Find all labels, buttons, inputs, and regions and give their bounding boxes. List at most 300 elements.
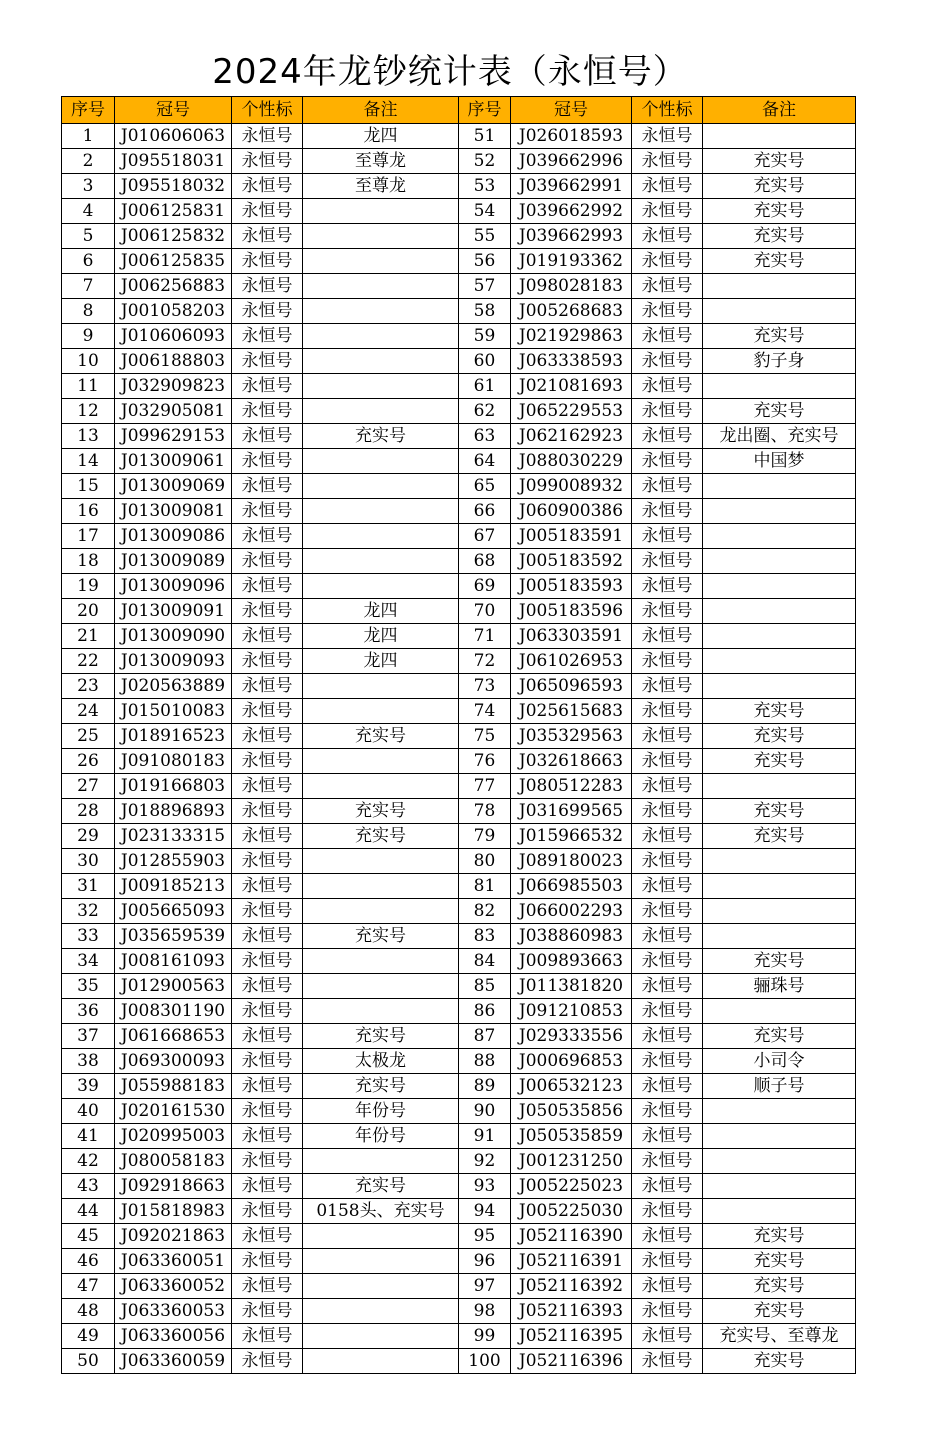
cell-code: J013009089 — [115, 549, 232, 574]
cell-serial: 36 — [62, 999, 115, 1024]
cell-tag: 永恒号 — [632, 1024, 703, 1049]
cell-code: J015966532 — [511, 824, 632, 849]
header-tag: 个性标 — [632, 97, 703, 124]
table-row — [62, 374, 856, 399]
cell-note — [303, 449, 459, 474]
cell-serial: 26 — [62, 749, 115, 774]
cell-tag: 永恒号 — [232, 999, 303, 1024]
cell-serial: 59 — [459, 324, 511, 349]
cell-serial: 7 — [62, 274, 115, 299]
cell-serial: 88 — [459, 1049, 511, 1074]
cell-note: 充实号 — [703, 199, 856, 224]
header-tag: 个性标 — [232, 97, 303, 124]
cell-code: J005183592 — [511, 549, 632, 574]
cell-code: J013009093 — [115, 649, 232, 674]
cell-tag: 永恒号 — [632, 824, 703, 849]
cell-code: J013009081 — [115, 499, 232, 524]
cell-tag: 永恒号 — [632, 699, 703, 724]
cell-code: J032905081 — [115, 399, 232, 424]
cell-note: 中国梦 — [703, 449, 856, 474]
cell-note — [703, 299, 856, 324]
cell-serial: 33 — [62, 924, 115, 949]
cell-note: 充实号 — [703, 399, 856, 424]
cell-tag: 永恒号 — [232, 1274, 303, 1299]
table-row — [62, 774, 856, 799]
cell-tag: 永恒号 — [232, 624, 303, 649]
cell-note — [703, 549, 856, 574]
cell-note: 小司令 — [703, 1049, 856, 1074]
cell-code: J063360059 — [115, 1349, 232, 1374]
table-row — [62, 1224, 856, 1249]
table-row — [62, 1174, 856, 1199]
cell-code: J009185213 — [115, 874, 232, 899]
cell-tag: 永恒号 — [232, 824, 303, 849]
cell-note — [303, 1149, 459, 1174]
cell-tag: 永恒号 — [632, 674, 703, 699]
cell-serial: 32 — [62, 899, 115, 924]
cell-code: J032909823 — [115, 374, 232, 399]
cell-serial: 75 — [459, 724, 511, 749]
cell-serial: 34 — [62, 949, 115, 974]
cell-tag: 永恒号 — [632, 374, 703, 399]
cell-serial: 51 — [459, 124, 511, 149]
cell-code: J063303591 — [511, 624, 632, 649]
table-row — [62, 274, 856, 299]
cell-note: 充实号 — [303, 1174, 459, 1199]
cell-tag: 永恒号 — [632, 849, 703, 874]
table-row — [62, 549, 856, 574]
cell-tag: 永恒号 — [232, 574, 303, 599]
cell-tag: 永恒号 — [632, 1299, 703, 1324]
cell-tag: 永恒号 — [632, 349, 703, 374]
cell-serial: 40 — [62, 1099, 115, 1124]
cell-serial: 18 — [62, 549, 115, 574]
cell-tag: 永恒号 — [232, 149, 303, 174]
cell-code: J005183596 — [511, 599, 632, 624]
cell-code: J095518031 — [115, 149, 232, 174]
cell-code: J031699565 — [511, 799, 632, 824]
cell-note — [703, 1199, 856, 1224]
table-row — [62, 924, 856, 949]
cell-code: J019166803 — [115, 774, 232, 799]
cell-note: 充实号 — [703, 1274, 856, 1299]
cell-tag: 永恒号 — [232, 899, 303, 924]
cell-tag: 永恒号 — [232, 1224, 303, 1249]
table-row — [62, 399, 856, 424]
cell-tag: 永恒号 — [232, 1024, 303, 1049]
cell-serial: 96 — [459, 1249, 511, 1274]
cell-tag: 永恒号 — [632, 1074, 703, 1099]
cell-serial: 57 — [459, 274, 511, 299]
cell-note — [703, 1174, 856, 1199]
cell-note: 太极龙 — [303, 1049, 459, 1074]
cell-serial: 58 — [459, 299, 511, 324]
cell-serial: 23 — [62, 674, 115, 699]
cell-code: J039662996 — [511, 149, 632, 174]
cell-serial: 3 — [62, 174, 115, 199]
cell-serial: 99 — [459, 1324, 511, 1349]
cell-note: 龙四 — [303, 624, 459, 649]
cell-note — [303, 299, 459, 324]
cell-code: J092021863 — [115, 1224, 232, 1249]
cell-tag: 永恒号 — [232, 1049, 303, 1074]
cell-serial: 54 — [459, 199, 511, 224]
cell-code: J092918663 — [115, 1174, 232, 1199]
cell-serial: 8 — [62, 299, 115, 324]
table-row — [62, 349, 856, 374]
cell-note — [303, 749, 459, 774]
cell-serial: 91 — [459, 1124, 511, 1149]
cell-note — [303, 224, 459, 249]
table-row — [62, 1274, 856, 1299]
table-row — [62, 449, 856, 474]
cell-note: 充实号 — [303, 724, 459, 749]
cell-tag: 永恒号 — [232, 424, 303, 449]
cell-code: J026018593 — [511, 124, 632, 149]
cell-note: 充实号 — [303, 924, 459, 949]
cell-note: 充实号 — [703, 799, 856, 824]
table-row — [62, 249, 856, 274]
cell-code: J052116393 — [511, 1299, 632, 1324]
table-row — [62, 1149, 856, 1174]
cell-tag: 永恒号 — [632, 424, 703, 449]
cell-note — [303, 899, 459, 924]
cell-tag: 永恒号 — [632, 624, 703, 649]
cell-note: 龙四 — [303, 124, 459, 149]
cell-serial: 98 — [459, 1299, 511, 1324]
cell-code: J069300093 — [115, 1049, 232, 1074]
cell-serial: 17 — [62, 524, 115, 549]
cell-note — [303, 249, 459, 274]
cell-tag: 永恒号 — [232, 749, 303, 774]
cell-code: J006188803 — [115, 349, 232, 374]
table-row — [62, 899, 856, 924]
cell-code: J020563889 — [115, 674, 232, 699]
cell-tag: 永恒号 — [232, 1199, 303, 1224]
cell-tag: 永恒号 — [232, 274, 303, 299]
cell-serial: 45 — [62, 1224, 115, 1249]
cell-note: 充实号 — [303, 799, 459, 824]
cell-tag: 永恒号 — [232, 499, 303, 524]
cell-serial: 46 — [62, 1249, 115, 1274]
cell-note: 充实号 — [703, 1249, 856, 1274]
cell-note — [303, 699, 459, 724]
cell-serial: 90 — [459, 1099, 511, 1124]
cell-note: 龙四 — [303, 599, 459, 624]
cell-serial: 68 — [459, 549, 511, 574]
cell-tag: 永恒号 — [232, 374, 303, 399]
cell-code: J095518032 — [115, 174, 232, 199]
cell-serial: 35 — [62, 974, 115, 999]
cell-tag: 永恒号 — [232, 224, 303, 249]
table-row — [62, 1099, 856, 1124]
cell-tag: 永恒号 — [632, 224, 703, 249]
cell-tag: 永恒号 — [232, 1299, 303, 1324]
cell-serial: 72 — [459, 649, 511, 674]
cell-tag: 永恒号 — [232, 1074, 303, 1099]
cell-serial: 83 — [459, 924, 511, 949]
header-row — [62, 97, 856, 124]
cell-note: 至尊龙 — [303, 149, 459, 174]
cell-tag: 永恒号 — [632, 399, 703, 424]
cell-serial: 74 — [459, 699, 511, 724]
cell-tag: 永恒号 — [632, 474, 703, 499]
cell-tag: 永恒号 — [232, 849, 303, 874]
cell-serial: 85 — [459, 974, 511, 999]
cell-code: J001231250 — [511, 1149, 632, 1174]
table-row — [62, 149, 856, 174]
cell-note — [703, 1124, 856, 1149]
cell-tag: 永恒号 — [632, 899, 703, 924]
cell-tag: 永恒号 — [632, 649, 703, 674]
cell-note: 充实号 — [303, 1074, 459, 1099]
cell-serial: 31 — [62, 874, 115, 899]
cell-code: J025615683 — [511, 699, 632, 724]
cell-tag: 永恒号 — [232, 699, 303, 724]
cell-tag: 永恒号 — [632, 1049, 703, 1074]
cell-code: J032618663 — [511, 749, 632, 774]
cell-code: J009893663 — [511, 949, 632, 974]
cell-serial: 1 — [62, 124, 115, 149]
cell-code: J000696853 — [511, 1049, 632, 1074]
cell-note — [303, 474, 459, 499]
cell-note — [303, 349, 459, 374]
cell-tag: 永恒号 — [232, 549, 303, 574]
cell-note — [303, 549, 459, 574]
cell-note — [303, 374, 459, 399]
cell-tag: 永恒号 — [632, 924, 703, 949]
cell-tag: 永恒号 — [232, 324, 303, 349]
table-row — [62, 424, 856, 449]
cell-note — [703, 849, 856, 874]
cell-tag: 永恒号 — [232, 124, 303, 149]
cell-note — [703, 524, 856, 549]
cell-code: J013009061 — [115, 449, 232, 474]
cell-serial: 66 — [459, 499, 511, 524]
cell-code: J099629153 — [115, 424, 232, 449]
cell-code: J098028183 — [511, 274, 632, 299]
cell-note: 顺子号 — [703, 1074, 856, 1099]
cell-serial: 89 — [459, 1074, 511, 1099]
cell-serial: 10 — [62, 349, 115, 374]
cell-code: J052116396 — [511, 1349, 632, 1374]
cell-tag: 永恒号 — [632, 874, 703, 899]
cell-serial: 69 — [459, 574, 511, 599]
cell-code: J013009069 — [115, 474, 232, 499]
cell-tag: 永恒号 — [232, 874, 303, 899]
cell-serial: 94 — [459, 1199, 511, 1224]
cell-serial: 6 — [62, 249, 115, 274]
cell-tag: 永恒号 — [632, 1349, 703, 1374]
cell-tag: 永恒号 — [632, 1174, 703, 1199]
cell-code: J006256883 — [115, 274, 232, 299]
cell-note: 骊珠号 — [703, 974, 856, 999]
cell-tag: 永恒号 — [632, 1249, 703, 1274]
table-row — [62, 824, 856, 849]
cell-serial: 48 — [62, 1299, 115, 1324]
cell-serial: 61 — [459, 374, 511, 399]
cell-note — [303, 874, 459, 899]
cell-note — [703, 624, 856, 649]
cell-code: J061026953 — [511, 649, 632, 674]
cell-note — [303, 524, 459, 549]
cell-code: J006125831 — [115, 199, 232, 224]
cell-code: J039662992 — [511, 199, 632, 224]
cell-code: J061668653 — [115, 1024, 232, 1049]
cell-serial: 52 — [459, 149, 511, 174]
table-row — [62, 674, 856, 699]
cell-tag: 永恒号 — [232, 1124, 303, 1149]
cell-code: J019193362 — [511, 249, 632, 274]
cell-tag: 永恒号 — [632, 724, 703, 749]
cell-serial: 95 — [459, 1224, 511, 1249]
cell-note — [703, 874, 856, 899]
header-code: 冠号 — [511, 97, 632, 124]
cell-tag: 永恒号 — [632, 249, 703, 274]
cell-note: 充实号 — [303, 1024, 459, 1049]
cell-serial: 11 — [62, 374, 115, 399]
cell-note — [703, 574, 856, 599]
cell-serial: 80 — [459, 849, 511, 874]
cell-code: J035329563 — [511, 724, 632, 749]
cell-note: 充实号 — [703, 1349, 856, 1374]
cell-code: J005268683 — [511, 299, 632, 324]
cell-serial: 62 — [459, 399, 511, 424]
cell-code: J013009090 — [115, 624, 232, 649]
cell-note — [303, 199, 459, 224]
cell-serial: 21 — [62, 624, 115, 649]
cell-serial: 56 — [459, 249, 511, 274]
cell-code: J021929863 — [511, 324, 632, 349]
cell-tag: 永恒号 — [632, 449, 703, 474]
cell-note — [303, 1274, 459, 1299]
cell-tag: 永恒号 — [632, 324, 703, 349]
cell-serial: 2 — [62, 149, 115, 174]
cell-tag: 永恒号 — [232, 1174, 303, 1199]
cell-code: J066985503 — [511, 874, 632, 899]
cell-tag: 永恒号 — [632, 1199, 703, 1224]
table-row — [62, 499, 856, 524]
cell-tag: 永恒号 — [232, 1099, 303, 1124]
cell-note: 充实号 — [703, 824, 856, 849]
cell-tag: 永恒号 — [232, 249, 303, 274]
cell-serial: 86 — [459, 999, 511, 1024]
cell-serial: 84 — [459, 949, 511, 974]
cell-tag: 永恒号 — [232, 1349, 303, 1374]
cell-serial: 53 — [459, 174, 511, 199]
cell-note — [703, 374, 856, 399]
cell-code: J029333556 — [511, 1024, 632, 1049]
cell-note: 充实号 — [303, 824, 459, 849]
cell-note — [703, 1149, 856, 1174]
cell-tag: 永恒号 — [232, 449, 303, 474]
cell-code: J050535856 — [511, 1099, 632, 1124]
table-row — [62, 224, 856, 249]
cell-serial: 14 — [62, 449, 115, 474]
cell-tag: 永恒号 — [232, 724, 303, 749]
cell-note: 充实号 — [703, 1299, 856, 1324]
cell-code: J055988183 — [115, 1074, 232, 1099]
cell-serial: 20 — [62, 599, 115, 624]
cell-note — [703, 999, 856, 1024]
cell-serial: 79 — [459, 824, 511, 849]
cell-tag: 永恒号 — [632, 1099, 703, 1124]
cell-serial: 55 — [459, 224, 511, 249]
cell-note: 充实号 — [303, 424, 459, 449]
cell-note — [303, 274, 459, 299]
cell-note: 充实号 — [703, 324, 856, 349]
cell-tag: 永恒号 — [232, 349, 303, 374]
cell-code: J052116391 — [511, 1249, 632, 1274]
cell-tag: 永恒号 — [632, 574, 703, 599]
cell-note — [303, 1349, 459, 1374]
cell-note — [303, 399, 459, 424]
cell-code: J088030229 — [511, 449, 632, 474]
cell-code: J021081693 — [511, 374, 632, 399]
cell-code: J080512283 — [511, 774, 632, 799]
cell-code: J063360056 — [115, 1324, 232, 1349]
cell-serial: 67 — [459, 524, 511, 549]
cell-note: 年份号 — [303, 1099, 459, 1124]
table-row — [62, 474, 856, 499]
cell-code: J038860983 — [511, 924, 632, 949]
table-row — [62, 724, 856, 749]
cell-serial: 100 — [459, 1349, 511, 1374]
cell-note — [303, 774, 459, 799]
cell-code: J010606093 — [115, 324, 232, 349]
cell-serial: 5 — [62, 224, 115, 249]
cell-note — [703, 649, 856, 674]
cell-serial: 97 — [459, 1274, 511, 1299]
page-title: 2024年龙钞统计表（永恒号） — [212, 52, 688, 92]
cell-tag: 永恒号 — [632, 124, 703, 149]
cell-serial: 81 — [459, 874, 511, 899]
header-serial: 序号 — [62, 97, 115, 124]
cell-tag: 永恒号 — [632, 949, 703, 974]
cell-code: J050535859 — [511, 1124, 632, 1149]
cell-code: J005225023 — [511, 1174, 632, 1199]
cell-serial: 47 — [62, 1274, 115, 1299]
cell-note — [303, 1324, 459, 1349]
cell-code: J035659539 — [115, 924, 232, 949]
cell-serial: 64 — [459, 449, 511, 474]
cell-tag: 永恒号 — [632, 499, 703, 524]
header-code: 冠号 — [115, 97, 232, 124]
cell-code: J011381820 — [511, 974, 632, 999]
cell-serial: 41 — [62, 1124, 115, 1149]
cell-tag: 永恒号 — [232, 649, 303, 674]
cell-serial: 13 — [62, 424, 115, 449]
cell-serial: 43 — [62, 1174, 115, 1199]
cell-note: 充实号 — [703, 224, 856, 249]
cell-serial: 63 — [459, 424, 511, 449]
cell-code: J006125832 — [115, 224, 232, 249]
table-row — [62, 324, 856, 349]
cell-code: J052116392 — [511, 1274, 632, 1299]
cell-tag: 永恒号 — [632, 1124, 703, 1149]
cell-code: J005225030 — [511, 1199, 632, 1224]
cell-tag: 永恒号 — [232, 524, 303, 549]
table-row — [62, 699, 856, 724]
cell-note — [703, 274, 856, 299]
cell-code: J063360052 — [115, 1274, 232, 1299]
cell-tag: 永恒号 — [232, 299, 303, 324]
cell-note — [303, 499, 459, 524]
cell-note — [703, 774, 856, 799]
cell-code: J010606063 — [115, 124, 232, 149]
cell-code: J039662991 — [511, 174, 632, 199]
cell-serial: 38 — [62, 1049, 115, 1074]
